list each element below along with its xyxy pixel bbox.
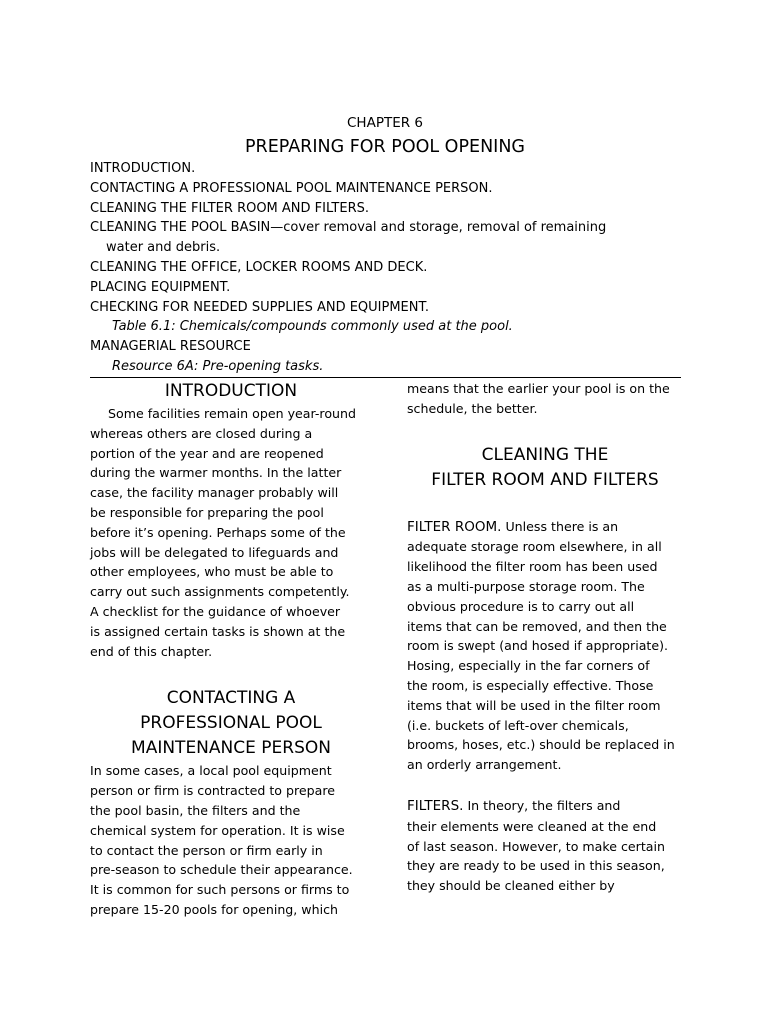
toc-item: CLEANING THE OFFICE, LOCKER ROOMS AND DECK. [90,259,428,275]
text-line: chemical system for operation. It is wise [90,822,345,838]
text-line: person or firm is contracted to prepare [90,783,335,799]
text-line: be responsible for preparing the pool [90,504,324,520]
text-line: likelihood the filter room has been used [407,559,658,575]
text-line: carry out such assignments competently. [90,584,350,600]
chapter-contents [90,159,710,377]
toc-item-continuation: water and debris. [106,240,221,256]
text-line: Some facilities remain open year-round [108,406,356,421]
text-line: means that the earlier your pool is on the [407,381,670,396]
text-line: the room, is especially effective. Those [407,677,654,693]
toc-item: CLEANING THE FILTER ROOM AND FILTERS. [90,200,370,216]
text-line: It is common for such persons or firms to [90,882,350,898]
text-line: is assigned certain tasks is shown at the [90,623,346,639]
filters-paragraph-start [407,796,683,817]
left-column [90,379,372,920]
text-line: an orderly arrangement. [407,757,562,773]
text-line: of last season. However, to make certain [407,838,665,854]
section-divider [90,377,681,378]
contacting-heading-line: MAINTENANCE PERSON [131,738,331,759]
contacting-heading-line: PROFESSIONAL POOL [140,713,322,734]
text-line: case, the facility manager probably will [90,485,339,501]
text-line: as a multi-purpose storage room. The [407,578,645,594]
text-line: their elements were cleaned at the end [407,818,657,834]
chapter-title: PREPARING FOR POOL OPENING [245,137,525,157]
text-line: In theory, the filters and [467,797,621,813]
text-line: A checklist for the guidance of whoever [90,603,341,619]
text-line: room is swept (and hosed if appropriate). [407,638,669,654]
introduction-heading: INTRODUCTION [164,381,298,401]
text-line: whereas others are closed during a [90,425,313,441]
text-line: brooms, hoses, etc.) should be replaced in [407,737,675,753]
text-line: In some cases, a local pool equipment [90,763,332,779]
text-line: jobs will be delegated to lifeguards and [90,544,339,560]
text-line: before it’s opening. Perhaps some of the [90,524,346,540]
cleaning-heading-line: FILTER ROOM AND FILTERS [431,469,659,490]
toc-item: INTRODUCTION. [90,161,196,176]
contacting-heading-line: CONTACTING A [166,688,296,709]
chapter-label: CHAPTER 6 [347,115,423,131]
right-column [407,379,683,896]
text-line: adequate storage room elsewhere, in all [407,539,662,555]
text-line: items that can be removed, and then the [407,618,667,634]
filters-label: FILTERS. [407,797,464,814]
text-line: Hosing, especially in the far corners of [407,658,650,674]
toc-item: CONTACTING A PROFESSIONAL POOL MAINTENANCE PERSON. [90,180,493,196]
toc-subitem: Resource 6A: Pre-opening tasks. [112,358,324,374]
toc-item: CLEANING THE POOL BASIN—cover removal and storage, removal of remaining [90,220,607,236]
toc-subitem: Table 6.1: Chemicals/compounds commonly used at the pool. [112,319,513,335]
toc-item: PLACING EQUIPMENT. [90,279,231,295]
text-line: Unless there is an [505,518,619,534]
text-line: other employees, who must be able to [90,564,334,580]
text-line: schedule, the better. [407,400,538,416]
filter-room-label: FILTER ROOM. [407,518,502,535]
text-line: obvious procedure is to carry out all [407,598,635,614]
text-line: portion of the year and are reopened [90,445,324,461]
text-line: the pool basin, the filters and the [90,802,301,818]
text-line: to contact the person or firm early in [90,842,323,858]
text-line: during the warmer months. In the latter [90,465,342,481]
text-line: they are ready to be used in this season, [407,858,665,874]
filter-room-paragraph-start [407,517,683,538]
text-line: pre-season to schedule their appearance. [90,862,353,878]
text-line: they should be cleaned either by [407,878,615,894]
text-line: (i.e. buckets of left-over chemicals, [407,717,629,733]
text-line: items that will be used in the filter room [407,697,661,713]
text-line: prepare 15-20 pools for opening, which [90,901,338,917]
text-line: end of this chapter. [90,643,213,659]
toc-item: CHECKING FOR NEEDED SUPPLIES AND EQUIPMENT. [90,299,430,315]
cleaning-heading-line: CLEANING THE [481,444,609,465]
toc-item: MANAGERIAL RESOURCE [90,339,251,355]
